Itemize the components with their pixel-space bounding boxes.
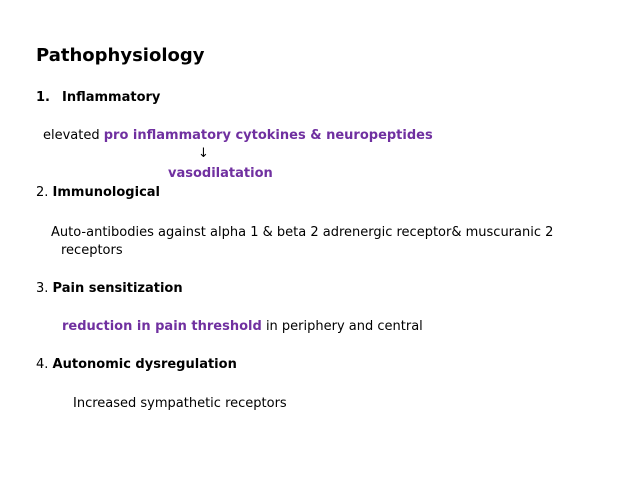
- section-4-body: Increased sympathetic receptors: [73, 396, 287, 411]
- section-3-heading: [36, 281, 183, 297]
- section-1-title: Inflammatory: [61, 90, 161, 105]
- section-1-highlight: pro inflammatory cytokines & neuropeptides: [103, 128, 433, 143]
- section-1-heading: [36, 90, 160, 106]
- slide-title: Pathophysiology: [36, 45, 205, 66]
- section-4-number: 4.: [36, 357, 49, 372]
- section-2-heading: [36, 185, 160, 201]
- section-3-highlight: reduction in pain threshold: [62, 319, 262, 334]
- section-2-body-line2: receptors: [61, 243, 123, 258]
- section-3-title: Pain sensitization: [52, 281, 183, 296]
- section-1-prefix: elevated: [43, 128, 104, 143]
- section-1-number: 1.: [36, 90, 50, 105]
- section-3-number: 3.: [36, 281, 49, 296]
- section-2-body-line1: Auto-antibodies against alpha 1 & beta 2 adrenergic receptor& muscuranic 2: [51, 225, 554, 240]
- section-3-body: [62, 319, 423, 335]
- section-3-suffix: in periphery and central: [261, 319, 423, 334]
- down-arrow: ↓: [198, 146, 209, 161]
- section-2-title: Immunological: [52, 185, 160, 200]
- section-1-line: [43, 128, 433, 144]
- section-4-heading: [36, 357, 237, 373]
- section-2-number: 2.: [36, 185, 49, 200]
- section-4-title: Autonomic dysregulation: [52, 357, 237, 372]
- section-1-result: vasodilatation: [168, 166, 273, 181]
